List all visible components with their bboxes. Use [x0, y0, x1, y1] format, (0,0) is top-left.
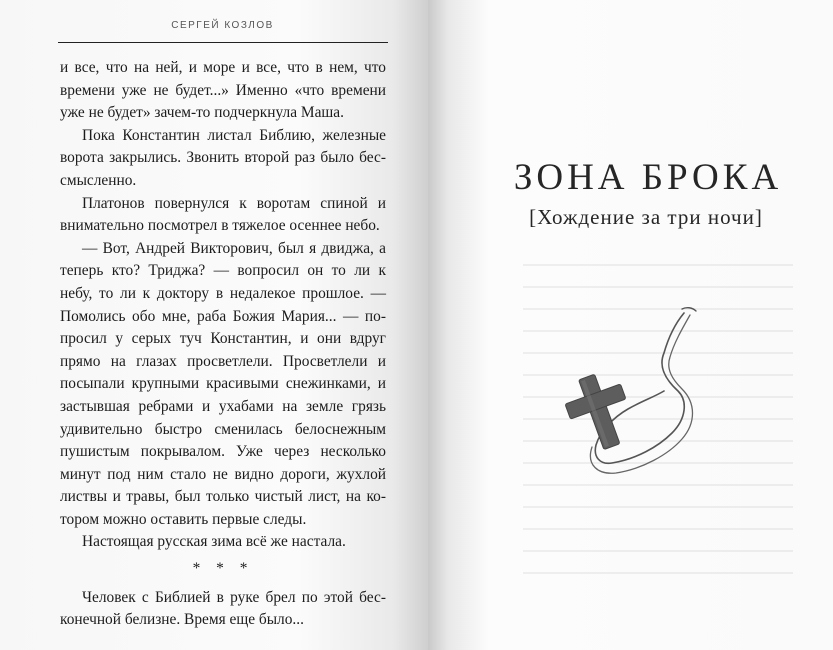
section-separator: * * * [192, 560, 254, 578]
cross-on-cord-icon [546, 305, 706, 490]
paragraph: и все, что на ней, и море и все, что в нем, что времени уже не будет...» Именно «что времени уже не будет» зачем-то подчеркнула Маша. [60, 59, 386, 122]
chapter-title: ЗОНА БРОКА [513, 157, 783, 198]
chapter-subtitle: [Хождение за три ночи] [529, 205, 763, 229]
body-text [60, 57, 386, 632]
paragraph: Пока Константин листал Библию, железные ворота закрылись. Звонить второй раз было бессмысленно. [60, 126, 386, 189]
running-head: СЕРГЕЙ КОЗЛОВ [171, 20, 274, 31]
paragraph: Человек с Библией в руке брел по этой бесконечной белизне. Время еще было... [60, 588, 386, 629]
paragraph: — Вот, Андрей Викторович, был я двиджа, а теперь кто? Триджа? — вопросил он то ли к небу, то ли к доктору в недалекое прошлое. — Помолись обо мне, раба Божия Мария... — попросил у серых туч Константин, и они вдруг прямо на глазах просветлели. Просветлели и посыпали крупными красивыми снежинками, и застывшая ребрами и ухабами на земле грязь удивительно быстро сменилась белоснежным пушистым покрывалом. Уже через несколько минут под ним стало не видно дороги, жухлой листвы и травы, был только чистый лист, на котором можно оставить первые следы. [60, 239, 386, 528]
paragraph: Настоящая русская зима всё же настала. [82, 533, 346, 551]
paragraph: Платонов повернулся к воротам спиной и внимательно посмотрел в тяжелое осеннее небо. [60, 194, 386, 235]
header-rule [58, 42, 388, 43]
right-page [428, 0, 833, 650]
